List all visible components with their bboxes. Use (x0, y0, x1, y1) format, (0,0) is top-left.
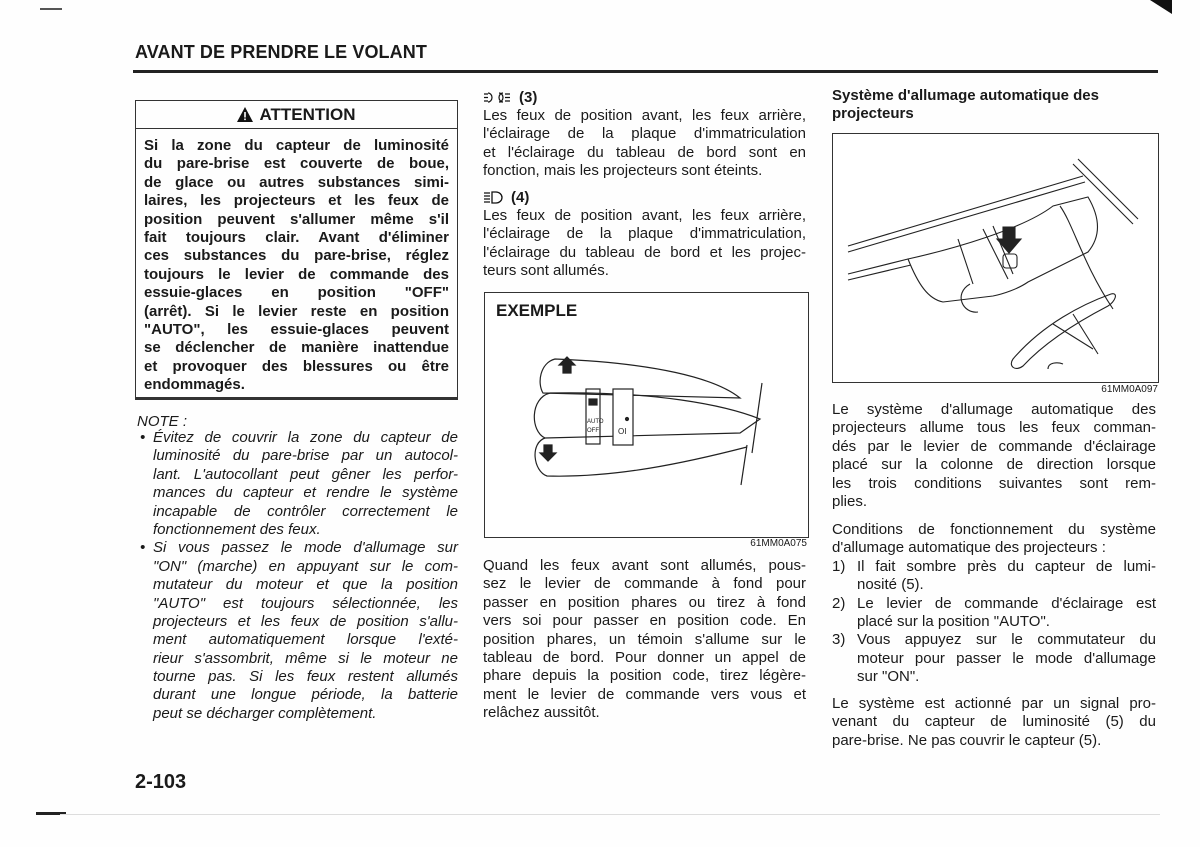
text-line: fonctionnement des feux. (153, 520, 321, 538)
note-bullet (137, 429, 458, 539)
text-line: l'éclairage du tableau de bord et les projec- (483, 243, 806, 261)
text-line: ment automatiquement lorsque l'exté- (153, 631, 458, 649)
text-line: l'éclairage de la plaque d'immatriculation (483, 125, 806, 143)
text-line: et provoquer des blessures ou être (144, 357, 449, 375)
text-line: mances du capteur et rendre le système (153, 484, 458, 502)
text-line: mutateur du moteur et que la position (153, 576, 458, 594)
text-line: sez le levier de commande à fond pour (483, 575, 806, 593)
condition-item (832, 631, 1156, 686)
position4-heading (483, 189, 529, 206)
text-line: Le système est actionné par un signal pro- (832, 695, 1156, 712)
switch-label-fog: OI (618, 427, 627, 436)
parking-lights-icon (483, 91, 513, 104)
text-line: durant une longue période, la batterie (153, 686, 458, 704)
figure-sensor (832, 133, 1159, 383)
text-line: tableau de bord. Pour donner un appel de (483, 648, 806, 666)
header-rule (133, 70, 1158, 73)
condition-number: 1) (832, 557, 846, 575)
note-list (137, 429, 458, 723)
scan-mark (1150, 0, 1172, 14)
text-line: sur "ON". (857, 668, 920, 686)
note-bullet-text (153, 429, 458, 539)
sensor-warning-text (832, 695, 1156, 750)
text-line: Si vous passez le mode d'allumage sur (153, 539, 458, 557)
page-title: AVANT DE PRENDRE LE VOLANT (135, 42, 427, 62)
text-line: peut se décharger complètement. (153, 704, 377, 722)
condition-text (857, 631, 1156, 686)
text-line: nosité (5). (857, 576, 924, 594)
condition-number: 3) (832, 631, 846, 649)
text-line: Le système d'allumage automatique des (832, 401, 1156, 418)
page-number: 2-103 (135, 771, 187, 793)
figure-title: EXEMPLE (496, 301, 578, 320)
text-line: vers soi pour passer en position code. En (483, 612, 806, 630)
conditions-intro-text (832, 521, 1156, 558)
text-line: Quand les feux avant sont allumés, pous- (483, 557, 806, 574)
text-line: teurs sont allumés. (483, 262, 609, 280)
bullet-dot: • (140, 429, 146, 446)
text-line: l'éclairage de la plaque d'immatriculation, (483, 225, 806, 243)
text-line: Conditions de fonctionnement du système (832, 521, 1156, 538)
text-line: "ON" (marche) en appuyant sur le com- (153, 557, 458, 575)
text-line: endommagés. (144, 376, 245, 394)
text-line: se déclencher de manière inattendue (144, 339, 449, 357)
text-line: incapable de contrôler correctement le (153, 502, 458, 520)
text-line: moteur pour passer le mode d'allumage (857, 649, 1156, 667)
auto-system-text (832, 401, 1156, 511)
text-line: toujours le levier de commande des (144, 265, 449, 283)
text-line: Il fait sombre près du capteur de lumi- (857, 557, 1156, 575)
heading-line: Système d'allumage automatique des (832, 87, 1099, 104)
text-line: luminosité du pare-brise par un autocol- (153, 447, 458, 465)
text-line: lant. L'autocollant peut gêner les perfor- (153, 465, 458, 483)
text-line: essuie-glaces en position "OFF" (144, 284, 449, 302)
text-line: les trois conditions suivantes sont rem- (832, 474, 1156, 492)
text-line: venant du capteur de luminosité (5) du (832, 713, 1156, 731)
text-line: Si la zone du capteur de luminosité (144, 137, 449, 154)
text-line: tourne pas. Si les feux restent allumés (153, 668, 458, 686)
text-line: (arrêt). Si le levier reste en position (144, 302, 449, 320)
attention-title: ATTENTION (259, 104, 356, 124)
headlight-operation-text (483, 557, 806, 723)
text-line: projecteurs et les feux de position s'allu- (153, 612, 458, 630)
bullet-dot: • (140, 539, 146, 557)
section-heading (832, 87, 1142, 124)
position4-label: (4) (511, 189, 530, 206)
position3-heading (483, 89, 537, 106)
switch-label-off: OFF (587, 428, 599, 434)
text-line: laires, les projecteurs et les feux de (144, 192, 449, 210)
figure-caption: 61MM0A075 (750, 538, 807, 549)
scan-mark (40, 8, 62, 10)
text-line: ment le levier de commande vers vous et (483, 685, 806, 703)
text-line: plies. (832, 492, 868, 510)
attention-box (135, 100, 458, 400)
page-edge (60, 814, 1160, 815)
attention-header (136, 101, 457, 129)
attention-text (144, 137, 449, 394)
text-line: pare-brise. Ne pas couvrir le capteur (5). (832, 731, 1102, 749)
condition-item (832, 558, 1156, 595)
text-line: Vous appuyez sur le commutateur du (857, 631, 1156, 649)
switch-labels (587, 418, 604, 436)
heading-line: projecteurs (832, 105, 914, 123)
text-line: fait toujours clair. Avant d'éliminer (144, 228, 449, 246)
light-sensor-illustration (833, 134, 1158, 382)
text-line: ces substances du pare-brise, réglez (144, 247, 449, 265)
text-line: du pare-brise est couverte de boue, (144, 155, 449, 173)
headlight-icon (483, 191, 505, 204)
position3-text (483, 107, 806, 181)
condition-text (857, 558, 1156, 595)
text-line: position peuvent s'allumer même s'il (144, 210, 449, 228)
text-line: dés par le levier de commande d'éclairage (832, 437, 1156, 455)
condition-item (832, 595, 1156, 632)
text-line: projecteurs allume tous les feux comman- (832, 419, 1156, 437)
text-line: "AUTO", les essuie-glaces peuvent (144, 320, 449, 338)
switch-label-auto: AUTO (587, 419, 604, 425)
figure-caption: 61MM0A097 (1101, 384, 1158, 395)
text-line: rieur s'assombrit, même si le moteur ne (153, 649, 458, 667)
text-line: Le levier de commande d'éclairage est (857, 594, 1156, 612)
figure-light-switch (484, 292, 809, 538)
conditions-intro (832, 521, 1156, 687)
text-line: position phares, un témoin s'allume sur le (483, 630, 806, 648)
text-line: phare depuis la position code, tirez légère- (483, 667, 806, 685)
text-line: fonction, mais les projecteurs sont éteints. (483, 162, 763, 180)
text-line: passer en position phares ou tirez à fond (483, 593, 806, 611)
text-line: Les feux de position avant, les feux arrière, (483, 107, 806, 124)
text-line: Évitez de couvrir la zone du capteur de (153, 429, 458, 446)
note-bullet (137, 539, 458, 723)
text-line: placé sur la colonne de direction lorsque (832, 456, 1156, 474)
light-switch-illustration (485, 293, 808, 537)
warning-icon (237, 107, 253, 122)
text-line: relâchez aussitôt. (483, 704, 600, 722)
position4-text (483, 207, 806, 281)
condition-text (857, 595, 1156, 632)
text-line: "AUTO" est toujours sélectionnée, les (153, 594, 458, 612)
note-bullet-text (153, 539, 458, 723)
text-line: de glace ou autres substances simi- (144, 173, 449, 191)
text-line: placé sur la position "AUTO". (857, 612, 1050, 630)
condition-number: 2) (832, 594, 846, 612)
text-line: Les feux de position avant, les feux arrière, (483, 207, 806, 224)
text-line: et l'éclairage du tableau de bord sont en (483, 143, 806, 161)
position3-label: (3) (519, 89, 538, 106)
text-line: d'allumage automatique des projecteurs : (832, 539, 1106, 557)
note-label: NOTE : (137, 413, 188, 430)
